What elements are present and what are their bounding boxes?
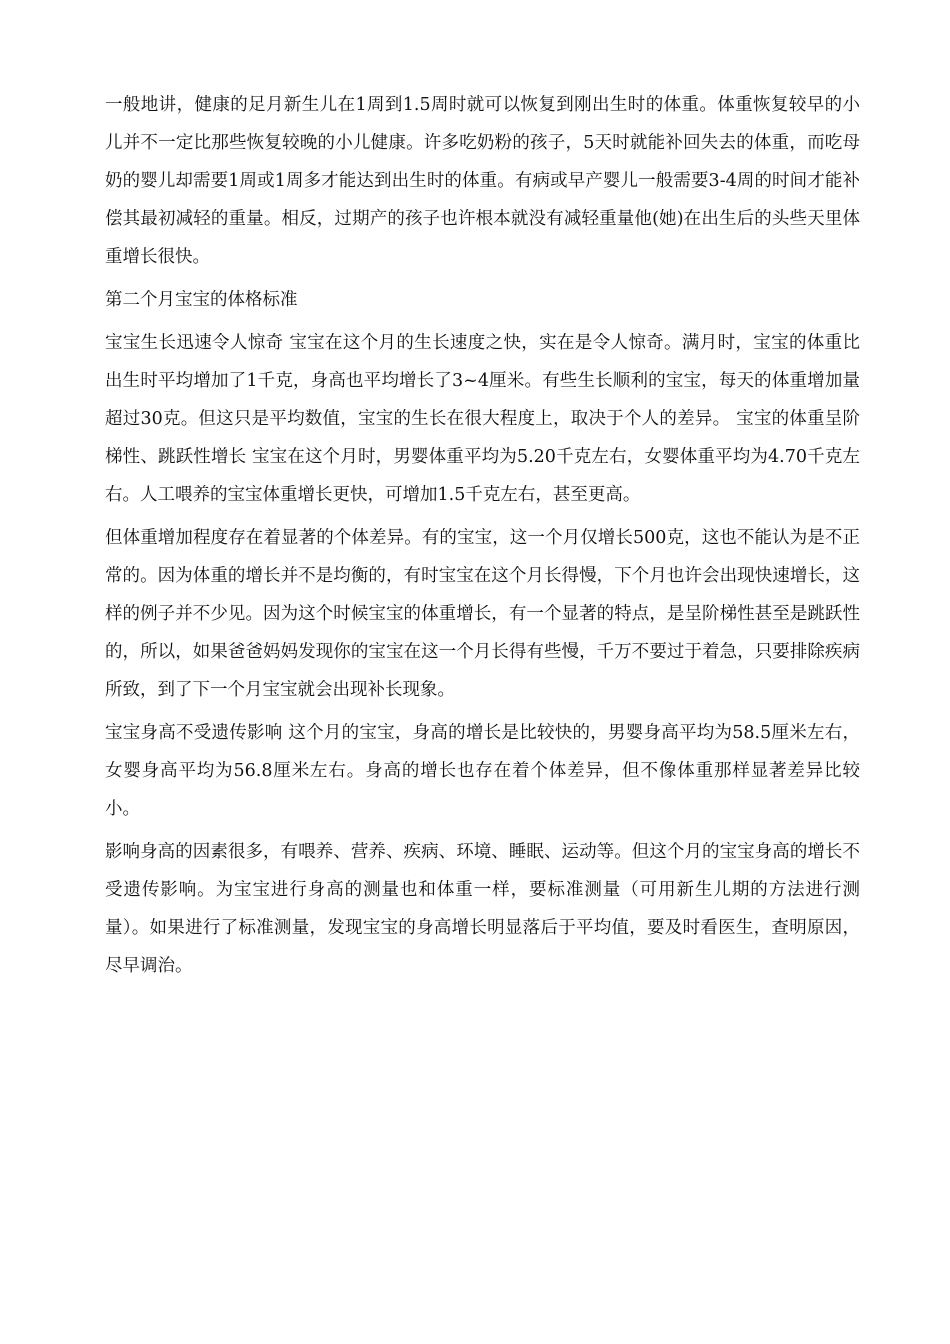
paragraph-rapid-growth: 宝宝生长迅速令人惊奇 宝宝在这个月的生长速度之快，实在是令人惊奇。满月时，宝宝的体重比出生时平均增加了1千克，身高也平均增长了3~4厘米。有些生长顺利的宝宝，每天的体重增加量超过30克。但这只是平均数值，宝宝的生长在很大程度上，取决于个人的差异。 宝宝的体重呈阶梯性、跳跃性增长 宝宝在这个月时，男婴体重平均为5.20千克左右，女婴体重平均为4.70千克左右。人工喂养的宝宝体重增长更快，可增加1.5千克左右，甚至更高。	[105, 333, 860, 505]
paragraph-newborn-weight-recovery: 一般地讲，健康的足月新生儿在1周到1.5周时就可以恢复到刚出生时的体重。体重恢复较早的小儿并不一定比那些恢复较晚的小儿健康。许多吃奶粉的孩子，5天时就能补回失去的体重，而吃母奶的婴儿却需要1周或1周多才能达到出生时的体重。有病或早产婴儿一般需要3-4周的时间才能补偿其最初减轻的重量。相反，过期产的孩子也许根本就没有减轻重量他(她)在出生后的头些天里体重增长很快。	[105, 95, 860, 267]
paragraph-height-growth: 宝宝身高不受遗传影响 这个月的宝宝，身高的增长是比较快的，男婴身高平均为58.5厘米左右，女婴身高平均为56.8厘米左右。身高的增长也存在着个体差异，但不像体重那样显著差异比较小。	[105, 723, 860, 819]
section-heading-second-month: 第二个月宝宝的体格标准	[105, 290, 298, 310]
paragraph-weight-individual-difference: 但体重增加程度存在着显著的个体差异。有的宝宝，这一个月仅增长500克，这也不能认为是不正常的。因为体重的增长并不是均衡的，有时宝宝在这个月长得慢，下个月也许会出现快速增长，这样的例子并不少见。因为这个时候宝宝的体重增长，有一个显著的特点，是呈阶梯性甚至是跳跃性的，所以，如果爸爸妈妈发现你的宝宝在这一个月长得有些慢，千万不要过于着急，只要排除疾病所致，到了下一个月宝宝就会出现补长现象。	[105, 528, 860, 700]
paragraph-height-factors: 影响身高的因素很多，有喂养、营养、疾病、环境、睡眠、运动等。但这个月的宝宝身高的增长不受遗传影响。为宝宝进行身高的测量也和体重一样，要标准测量（可用新生儿期的方法进行测量）。如果进行了标准测量，发现宝宝的身高增长明显落后于平均值，要及时看医生，查明原因，尽早调治。	[105, 842, 860, 976]
document-page	[105, 86, 860, 990]
